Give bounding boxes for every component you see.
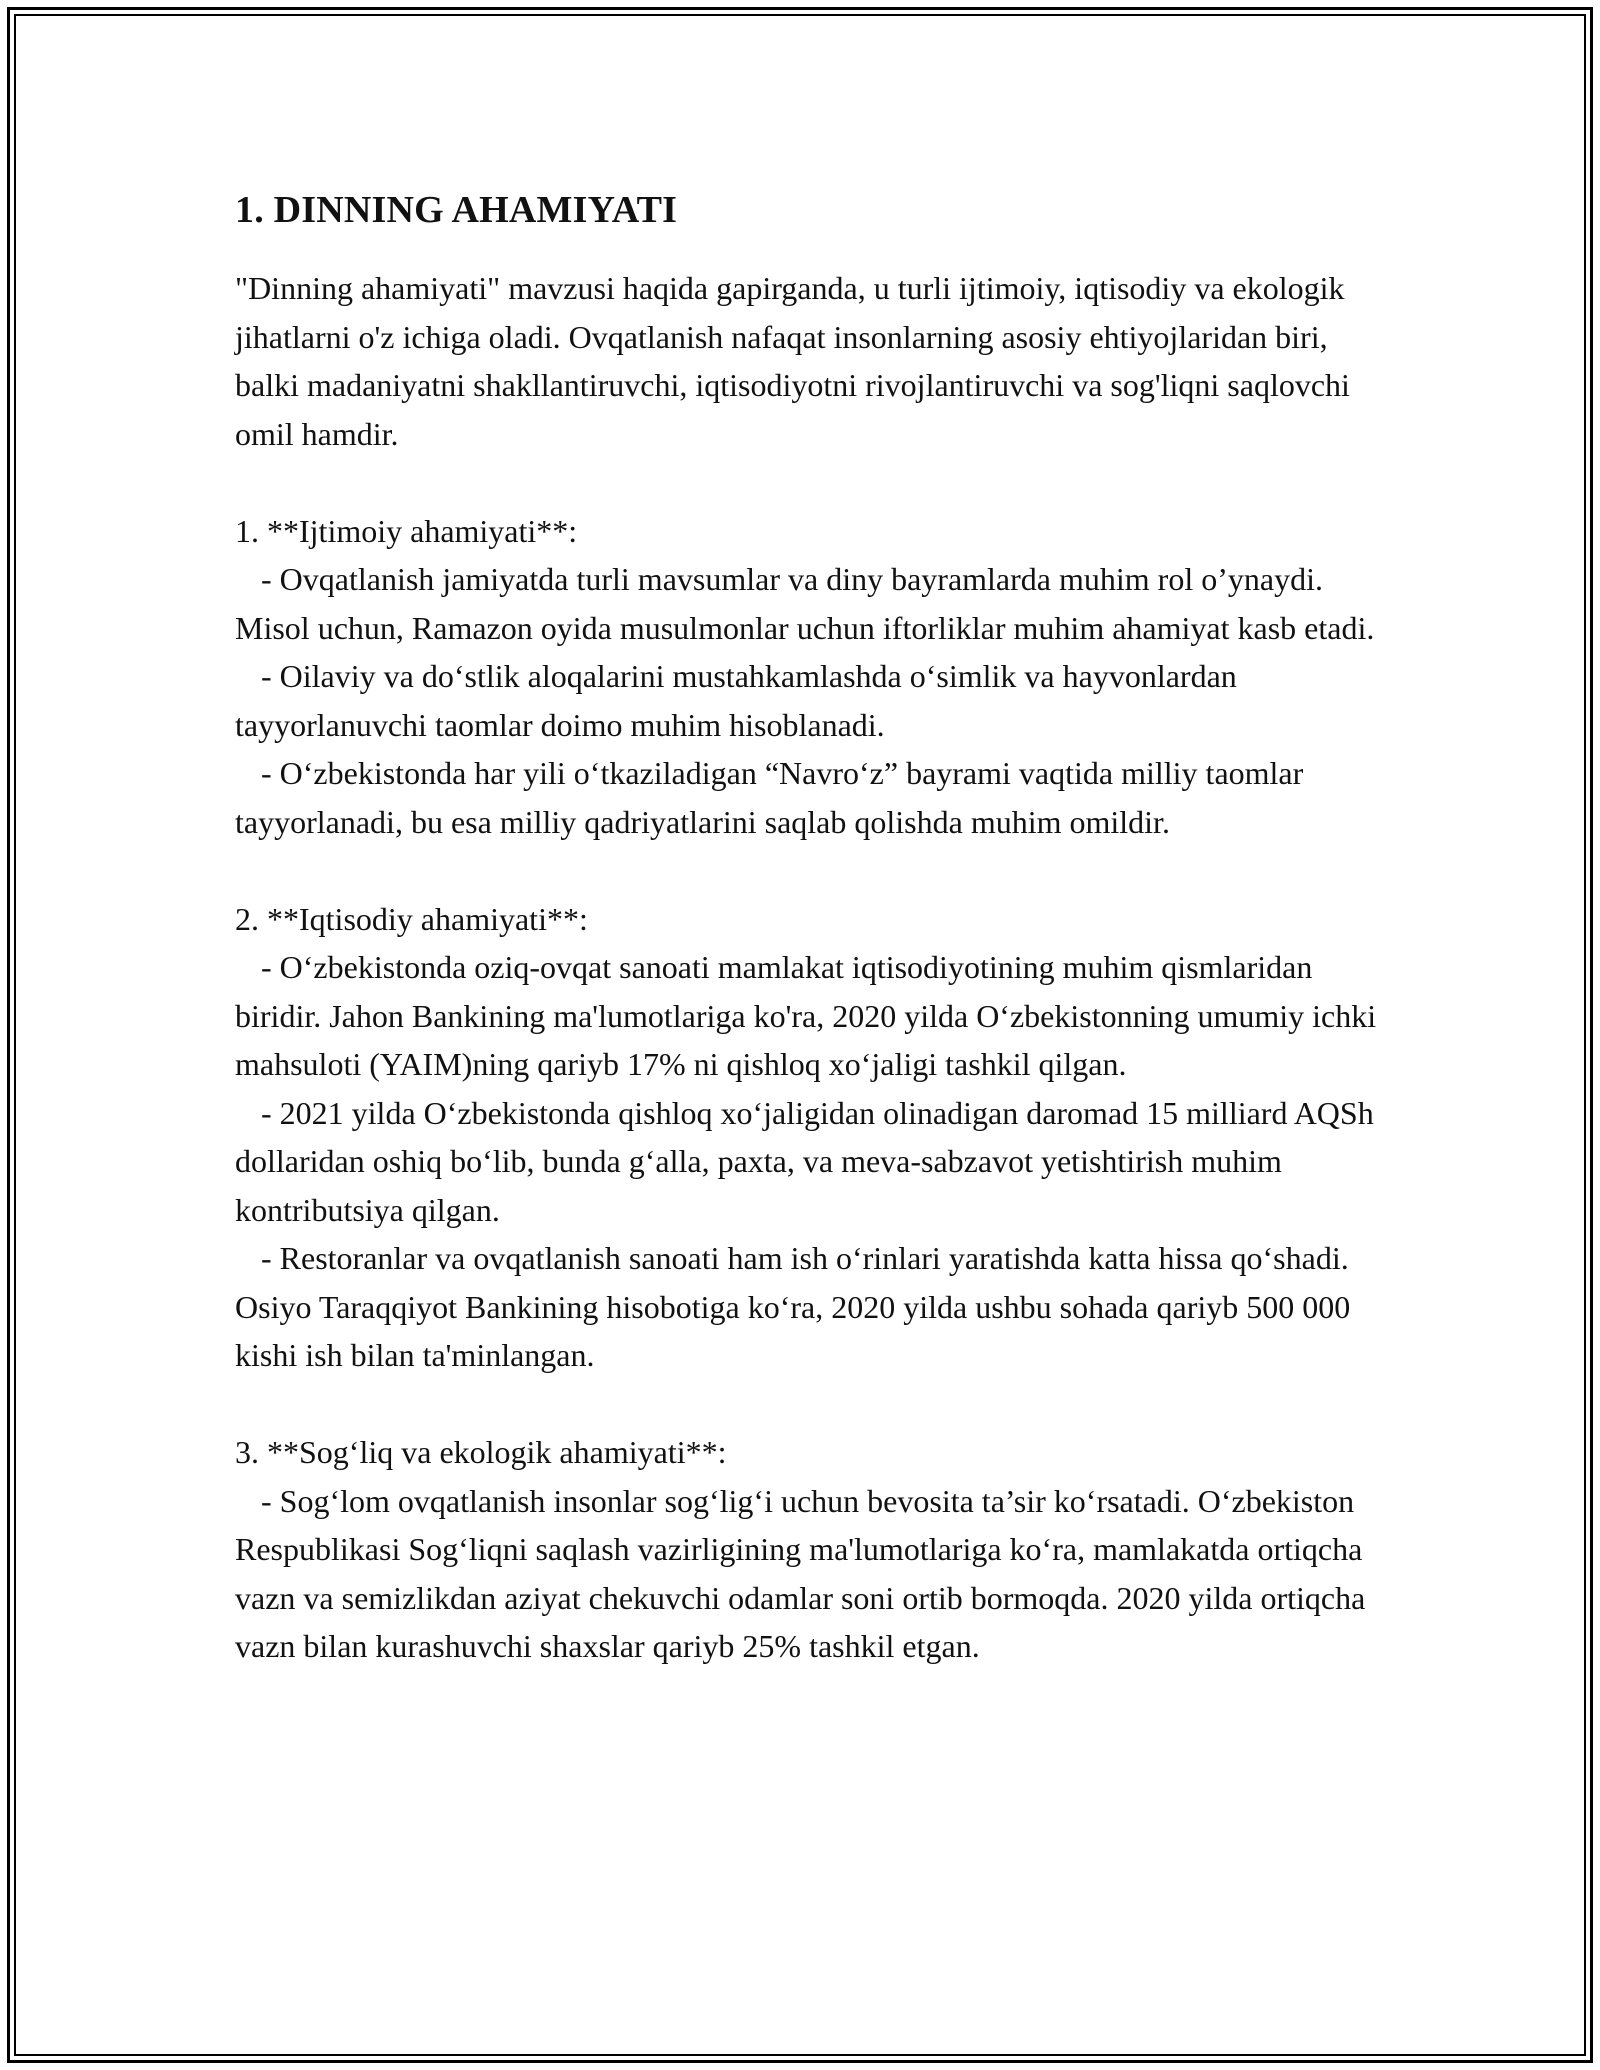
bullet-item: - 2021 yilda O‘zbekistonda qishloq xo‘jaligidan olinadigan daromad 15 milliard AQSh dollaridan oshiq bo‘lib, bunda g‘alla, paxta, va meva-sabzavot yetishtirish muhim kontributsiya qilgan. [235, 1094, 1374, 1228]
bullet-item: - O‘zbekistonda oziq-ovqat sanoati mamlakat iqtisodiyotining muhim qismlaridan biridir. Jahon Bankining ma'lumotlariga ko'ra, 2020 yilda O‘zbekistonning umumiy ichki mahsuloti (YAIM)ning qariyb 17% ni qishloq xo‘jaligi tashkil qilgan. [235, 949, 1377, 1082]
section-health-ecology [235, 1428, 1395, 1671]
bullet-item: - Ovqatlanish jamiyatda turli mavsumlar va diny bayramlarda muhim rol o’ynaydi. Misol uchun, Ramazon oyida musulmonlar uchun iftorliklar muhim ahamiyat kasb etadi. [235, 561, 1375, 646]
intro-paragraph: "Dinning ahamiyati" mavzusi haqida gapirganda, u turli ijtimoiy, iqtisodiy va ekologik jihatlarni o'z ichiga oladi. Ovqatlanish nafaqat insonlarning asosiy ehtiyojlaridan biri, balki madaniyatni shakllantiruvchi, iqtisodiyotni rivojlantiruvchi va sog'liqni saqlovchi omil hamdir. [235, 270, 1350, 452]
bullet-item: - Sog‘lom ovqatlanish insonlar sog‘lig‘i uchun bevosita ta’sir ko‘rsatadi. O‘zbekiston Respublikasi Sog‘liqni saqlash vazirligining ma'lumotlariga ko‘ra, mamlakatda ortiqcha vazn va semizlikdan aziyat chekuvchi odamlar soni ortib bormoqda. 2020 yilda ortiqcha vazn bilan kurashuvchi shaxslar qariyb 25% tashkil etgan. [235, 1482, 1366, 1664]
section-social [235, 507, 1395, 847]
bullet-item: - Restoranlar va ovqatlanish sanoati ham ish o‘rinlari yaratishda katta hissa qo‘shadi. Osiyo Taraqqiyot Bankining hisobotiga ko‘ra, 2020 yilda ushbu sohada qariyb 500 000 kishi ish bilan ta'minlangan. [235, 1240, 1351, 1373]
document-body [235, 186, 1395, 1719]
section-heading: 1. **Ijtimoiy ahamiyati**: [235, 512, 578, 549]
section-economic [235, 895, 1395, 1380]
bullet-item: - O‘zbekistonda har yili o‘tkaziladigan “Navro‘z” bayrami vaqtida milliy taomlar tayyorlanadi, bu esa milliy qadriyatlarini saqlab qolishda muhim omildir. [235, 755, 1304, 840]
section-heading: 2. **Iqtisodiy ahamiyati**: [235, 900, 588, 937]
document-title: 1. DINNING AHAMIYATI [235, 189, 678, 231]
bullet-item: - Oilaviy va do‘stlik aloqalarini mustahkamlashda o‘simlik va hayvonlardan tayyorlanuvchi taomlar doimo muhim hisoblanadi. [235, 658, 1237, 743]
section-heading: 3. **Sog‘liq va ekologik ahamiyati**: [235, 1434, 727, 1470]
